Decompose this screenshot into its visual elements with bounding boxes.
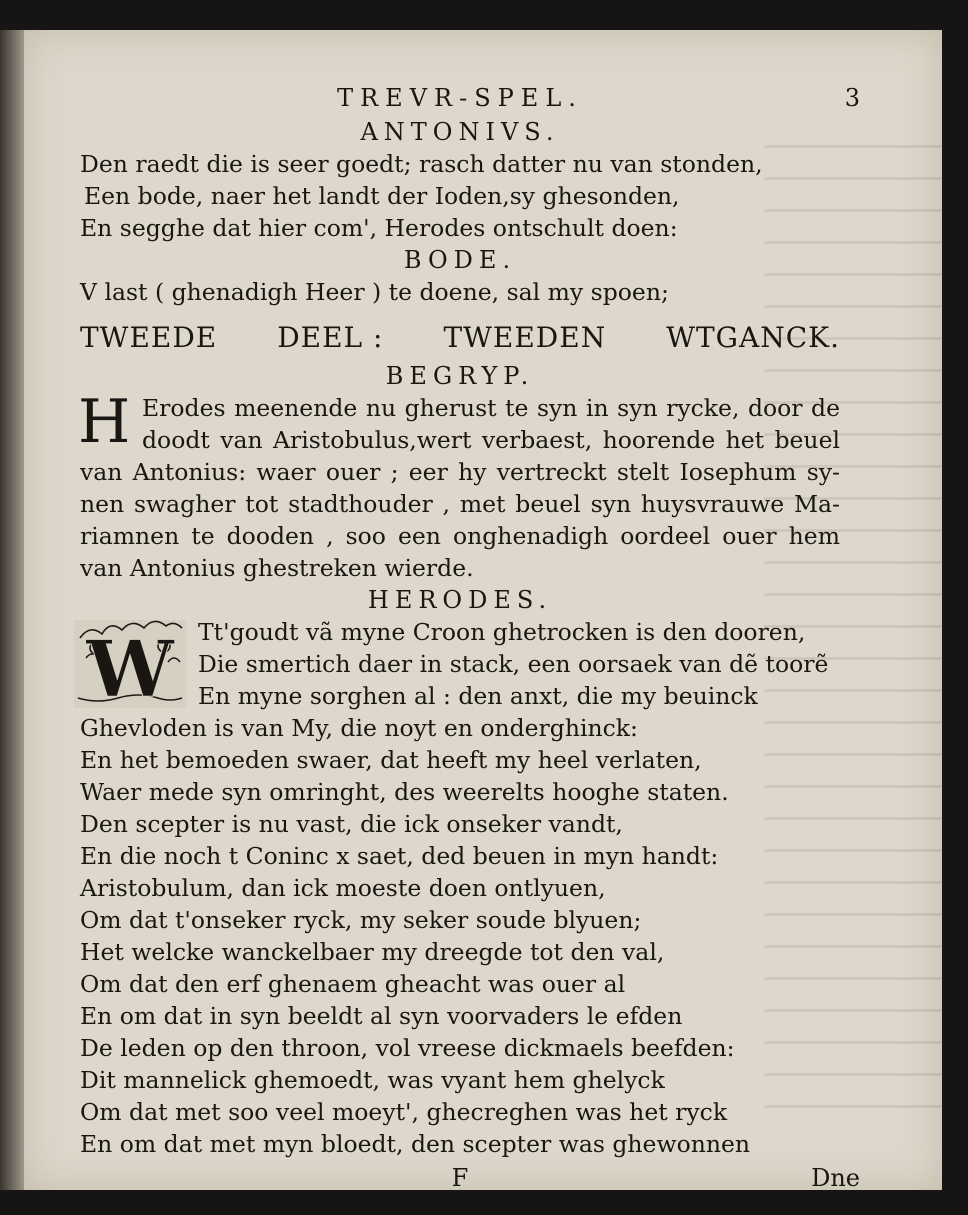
speech-line: En segghe dat hier com', Herodes ontschult doen: — [80, 214, 678, 242]
argument-line: nen swagher tot stadthouder , met beuel syn huysvrauwe Ma- — [80, 490, 840, 518]
verse-line: Om dat t'onseker ryck, my seker soude blyuen; — [80, 906, 642, 934]
verse-line: Het welcke wanckelbaer my dreegde tot den val, — [80, 938, 665, 966]
ornamental-initial — [72, 618, 188, 710]
verse-line: En die noch t Coninc x saet, ded beuen in myn handt: — [80, 842, 719, 870]
speech-line: Een bode, naer het landt der Ioden,sy ghesonden, — [84, 182, 680, 210]
verse-line: En om dat in syn beeldt al syn voorvaders le efden — [80, 1002, 683, 1030]
verse-line: Aristobulum, dan ick moeste doen ontlyuen, — [80, 874, 606, 902]
drop-cap: H — [78, 387, 131, 457]
verse-line: Ghevloden is van My, die noyt en onderghinck: — [80, 714, 638, 742]
signature-mark: F — [451, 1164, 469, 1192]
running-head-title: TREVR-SPEL. — [337, 84, 583, 112]
page-text — [78, 84, 860, 1204]
page-footer — [80, 1164, 860, 1204]
speech-line: V last ( ghenadigh Heer ) te doene, sal my spoen; — [80, 278, 669, 306]
verse-line: Tt'goudt vã myne Croon ghetrocken is den dooren, — [198, 618, 806, 646]
section-word: DEEL : — [277, 321, 384, 354]
verse-line: Waer mede syn omringht, des weerelts hooghe staten. — [80, 778, 729, 806]
speaker-bode: BODE. — [403, 246, 517, 274]
verse-line: En om dat met myn bloedt, den scepter was ghewonnen — [80, 1130, 751, 1158]
argument-line: riamnen te dooden , soo een onghenadigh oordeel ouer hem — [80, 522, 840, 550]
page-number: 3 — [844, 84, 860, 112]
verse-line: En myne sorghen al : den anxt, die my beuinck — [198, 682, 758, 710]
speaker-herodes: HERODES. — [367, 586, 553, 614]
verse-line: De leden op den throon, vol vreese dickmaels beefden: — [80, 1034, 735, 1062]
argument-paragraph — [78, 387, 840, 584]
verse-line: Den scepter is nu vast, die ick onseker vandt, — [80, 810, 623, 838]
argument-line: Erodes meenende nu gherust te syn in syn rycke, door de — [142, 394, 840, 422]
argument-title: BEGRYP. — [385, 362, 535, 390]
running-head — [80, 84, 860, 116]
argument-line: doodt van Aristobulus,wert verbaest, hoorende het beuel — [142, 426, 840, 454]
ornament-letter: W — [86, 624, 174, 710]
book-gutter — [0, 30, 24, 1190]
speaker-antonius: ANTONIVS. — [360, 118, 560, 146]
section-word: TWEEDE — [80, 321, 218, 354]
verse-line: En het bemoeden swaer, dat heeft my heel verlaten, — [80, 746, 702, 774]
argument-line: van Antonius ghestreken wierde. — [80, 554, 474, 582]
verse-line: Om dat den erf ghenaem gheacht was ouer al — [80, 970, 626, 998]
argument-line: van Antonius: waer ouer ; eer hy vertreckt stelt Iosephum sy- — [80, 458, 840, 486]
section-word: WTGANCK. — [666, 321, 840, 354]
section-word: TWEEDEN — [443, 321, 607, 354]
verse-line: Die smertich daer in stack, een oorsaek van dẽ toorẽ — [198, 650, 829, 678]
catchword: Dne — [811, 1164, 860, 1192]
verse-line: Dit mannelick ghemoedt, was vyant hem ghelyck — [80, 1066, 665, 1094]
section-heading — [80, 316, 840, 360]
verse-line: Om dat met soo veel moeyt', ghecreghen was het ryck — [80, 1098, 728, 1126]
speech-line: Den raedt die is seer goedt; rasch datter nu van stonden, — [80, 150, 763, 178]
verse-block — [80, 616, 840, 1160]
